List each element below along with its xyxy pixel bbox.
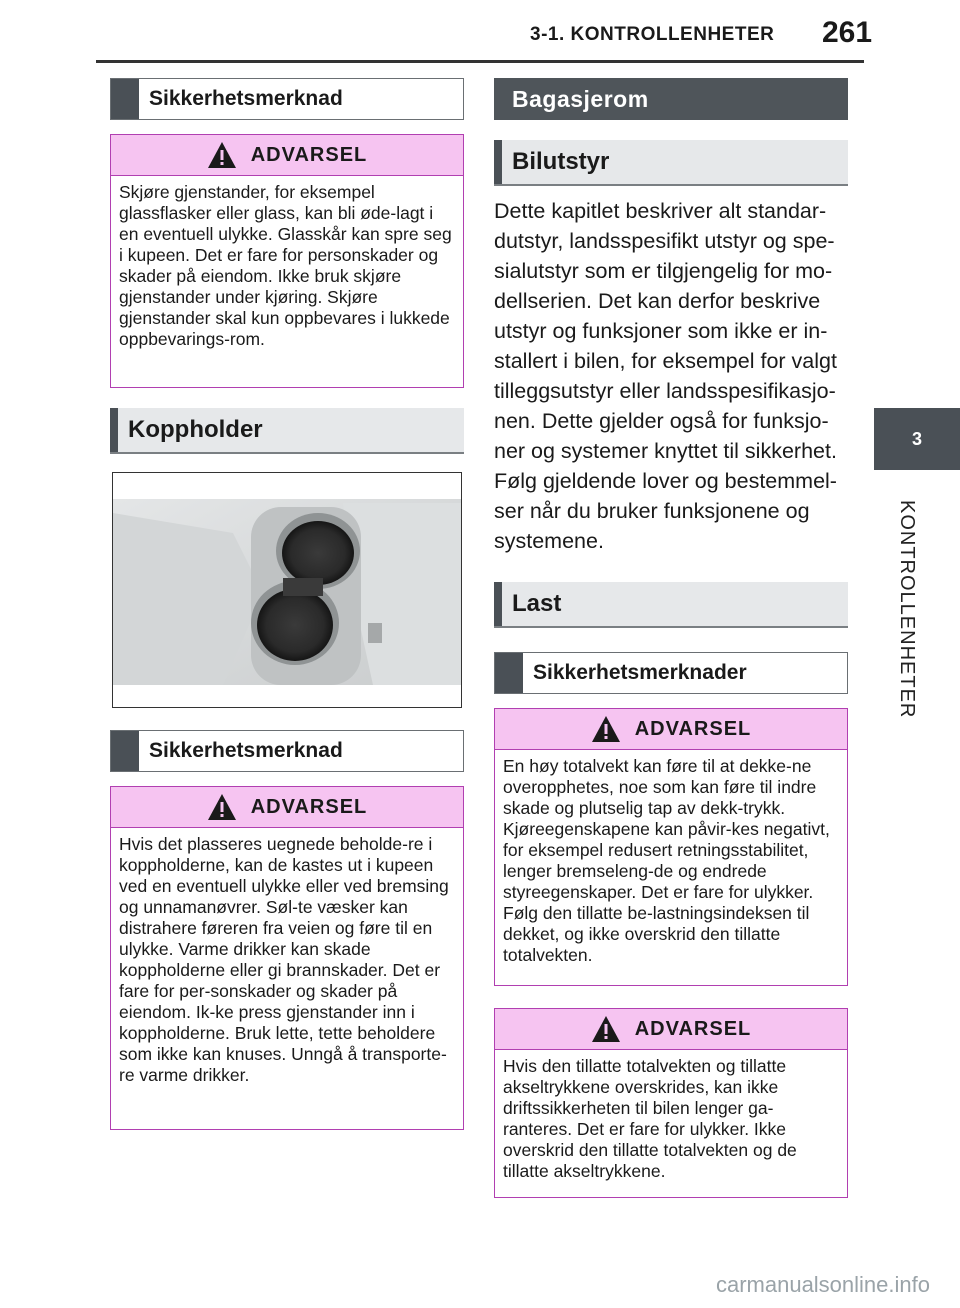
warning-triangle-icon [591, 715, 621, 743]
warning-header [111, 787, 463, 828]
header-rule [96, 60, 864, 63]
warning-header [495, 1009, 847, 1050]
heading-bar [111, 79, 139, 119]
load-heading-text: Last [512, 590, 562, 617]
chapter-heading-text: Bagasjerom [512, 85, 649, 112]
load-heading [494, 582, 848, 628]
equipment-paragraph: Dette kapitlet beskriver alt standar-dutstyr, landsspesifikt utstyr og spe-sialutstyr som er tilgjengelig for mo-dellserien. Det kan derfor beskrive utstyr og funksjoner som ikke er in-stallert i bilen, for eksempel for valgt tilleggsutstyr eller landsspesifikasjo-nen. Dette gjelder også for funksjo-ner og systemer knyttet til sikkerhet. Følg gjeldende lover og bestemmel-ser når du bruker funksjonene og systemene. [494, 199, 837, 553]
warning-text: Skjøre gjenstander, for eksempel glassflasker eller glass, kan bli øde-lagt i en eventuell ulykke. Glasskår kan spre seg i kupeen. Det er fare for personskader og skader på eiendom. Ikke bruk skjøre gjenstander under kjøring. Skjøre gjenstander skal kun oppbevares i lukkede oppbevarings-rom. [119, 182, 452, 349]
warning-text: Hvis den tillatte totalvekten og tillatte akseltrykkene overskrides, kan ikke driftssikkerheten til bilen lenger ga-ranteres. Det er fare for ulykker. Ikke overskrid den tillatte totalvekten og de tillatte akseltrykkene. [503, 1056, 797, 1181]
warning-box-2 [110, 786, 464, 1130]
chapter-heading [494, 78, 848, 120]
warning-text: En høy totalvekt kan føre til at dekke-ne overopphetes, noe som kan føre til indre skade og plutselig tap av dekk-trykk. Kjøreegenskapene kan påvir-kes negativt, for eksempel redusert retningsstabilitet, lenger bremseleng-de og endrede styreegenskaper. Det er fare for ulykker. Følg den tillatte be-lastningsindeksen til dekket, og ikke overskrid den tillatte totalvekten. [503, 756, 830, 965]
warning-box-3 [494, 708, 848, 986]
warning-box-1 [110, 134, 464, 388]
warning-header [111, 135, 463, 176]
heading-bar [494, 582, 502, 626]
equipment-heading-text: Bilutstyr [512, 148, 610, 175]
safety-heading-3-text: Sikkerhetsmerknader [533, 661, 747, 684]
running-header-title: 3-1. KONTROLLENHETER [530, 24, 775, 45]
warning-text: Hvis det plasseres uegnede beholde-re i koppholderne, kan de kastes ut i kupeen ved en eventuell ulykke eller ved bremsing og unnamanøvrer. Søl-te væsker kan distrahere føreren fra veien og føre til en ulykke. Varme drikker kan skade koppholderne eller gi brannskader. Det er fare for per-sonskader og skader på eiendom. Ik-ke press gjenstander inn i koppholderne. Bruk lette, tette beholdere som ikke kan knuses. Unngå å transporte-re varme drikker. [119, 834, 449, 1085]
chapter-tab [874, 408, 960, 470]
cupholder-heading-text: Koppholder [128, 416, 263, 443]
warning-triangle-icon [207, 793, 237, 821]
safety-heading-3 [494, 652, 848, 694]
heading-bar [495, 653, 523, 693]
safety-heading-2-text: Sikkerhetsmerknad [149, 739, 343, 762]
warning-triangle-icon [591, 1015, 621, 1043]
heading-bar [494, 140, 502, 184]
warning-title: ADVARSEL [634, 717, 752, 740]
warning-title: ADVARSEL [250, 143, 368, 166]
chapter-side-label: KONTROLLENHETER [896, 500, 918, 719]
warning-title: ADVARSEL [250, 795, 368, 818]
cupholder-heading [110, 408, 464, 454]
warning-triangle-icon [207, 141, 237, 169]
chapter-tab-number: 3 [911, 428, 922, 449]
page-number: 261 [822, 16, 873, 49]
cupholder-photo [112, 472, 462, 708]
equipment-heading [494, 140, 848, 186]
warning-header [495, 709, 847, 750]
warning-box-4 [494, 1008, 848, 1198]
cupholder-illustration [113, 473, 462, 708]
heading-bar [111, 731, 139, 771]
warning-title: ADVARSEL [634, 1017, 752, 1040]
safety-heading-1 [110, 78, 464, 120]
safety-heading-1-text: Sikkerhetsmerknad [149, 87, 343, 110]
watermark: carmanualsonline.info [715, 1272, 930, 1297]
heading-bar [110, 408, 118, 452]
safety-heading-2 [110, 730, 464, 772]
